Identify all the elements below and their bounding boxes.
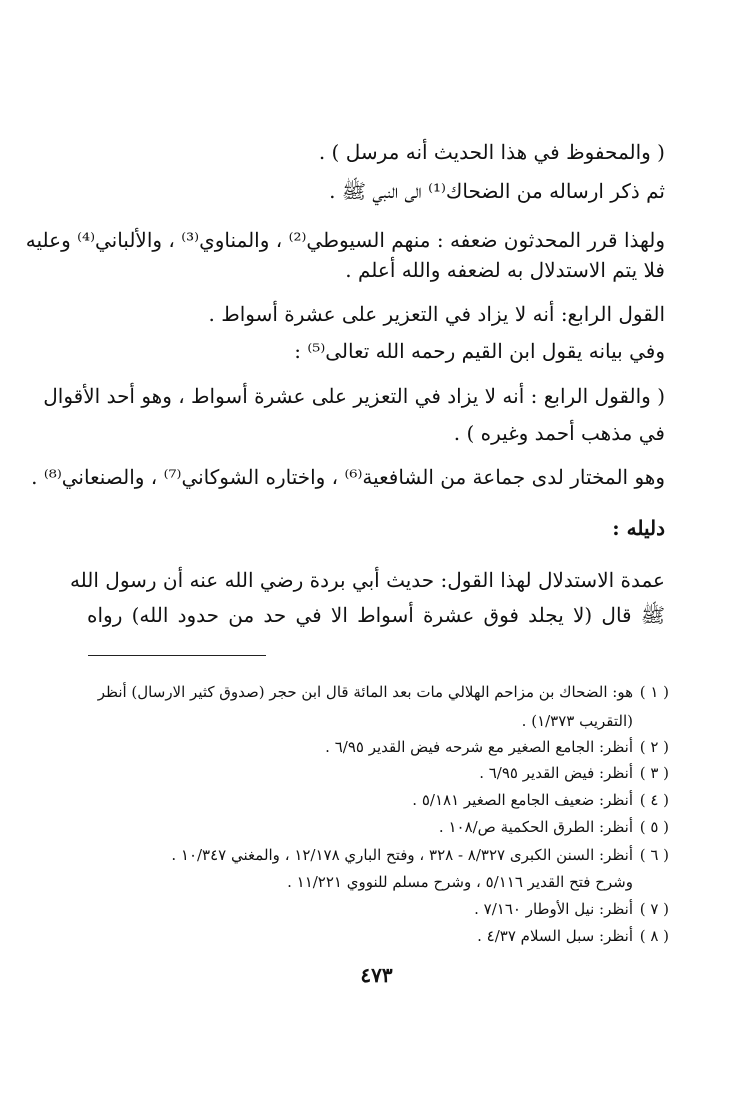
footnote-number: ( ٥ ) (639, 818, 669, 836)
footnote-continuation (78, 709, 633, 733)
text-line: في مذهب أحمد وغيره ) . (453, 421, 665, 445)
text-line: ولهذا قرر المحدثون ضعفه : منهم السيوطي⁽²⁾ ، والمناوي⁽³⁾ ، والألباني⁽⁴⁾ وعليه (25, 228, 665, 252)
text-line: ( والقول الرابع : أنه لا يزاد في التعزير على عشرة أسواط ، وهو أحد الأقوال (43, 384, 665, 408)
footnote-number: ( ٦ ) (639, 846, 669, 864)
footnote (79, 815, 669, 839)
footnote (79, 735, 669, 759)
footnote-text: أنظر: الطرق الحكمية ص/١٠٨ . (438, 818, 633, 836)
footnote (79, 680, 669, 704)
text-line: ( والمحفوظ في هذا الحديث أنه مرسل ) . (318, 140, 665, 164)
text-line: فلا يتم الاستدلال به لضعفه والله أعلم . (345, 258, 665, 282)
footnote (79, 843, 669, 867)
footnote-text: هو: الضحاك بن مزاحم الهلالي مات بعد المائة قال ابن حجر (صدوق كثير الارسال) أنظر (97, 683, 633, 701)
footnote-text: أنظر: فيض القدير ٦/٩٥ . (479, 764, 633, 782)
text-line: وفي بيانه يقول ابن القيم رحمه الله تعالى⁽⁵⁾ : (294, 339, 665, 363)
text-line: ثم ذكر ارساله من الضحاك⁽¹⁾ الى النبي ﷺ . (329, 179, 665, 203)
text-line: عمدة الاستدلال لهذا القول: حديث أبي بردة رضي الله عنه أن رسول الله (69, 568, 665, 592)
footnote-text: أنظر: سبل السلام ٤/٣٧ . (477, 927, 633, 945)
text-line: القول الرابع: أنه لا يزاد في التعزير على عشرة أسواط . (208, 302, 665, 326)
footnote (79, 788, 669, 812)
footnote-text: أنظر: الجامع الصغير مع شرحه فيض القدير ٦/٩٥ . (325, 738, 633, 756)
page-number: ٤٧٣ (360, 963, 393, 987)
footnote-number: ( ١ ) (639, 683, 669, 701)
footnote (79, 761, 669, 785)
footnote-number: ( ٢ ) (639, 738, 669, 756)
footnote-number: ( ٤ ) (639, 791, 669, 809)
footnote-number: ( ٨ ) (639, 927, 669, 945)
footnote-text: أنظر: ضعيف الجامع الصغير ٥/١٨١ . (412, 791, 633, 809)
footnote (79, 897, 669, 921)
footnote-text: أنظر: السنن الكبرى ٨/٣٢٧ - ٣٢٨ ، وفتح الباري ١٢/١٧٨ ، والمغني ١٠/٣٤٧ . (171, 846, 633, 864)
footnote-number: ( ٧ ) (639, 900, 669, 918)
footnote-text: وشرح فتح القدير ٥/١١٦ ، وشرح مسلم للنووي ١١/٢٢١ . (287, 873, 633, 891)
footnote-text: أنظر: نيل الأوطار ٧/١٦٠ . (474, 900, 633, 918)
footnote-continuation (78, 870, 633, 894)
section-heading: دليله : (612, 516, 665, 540)
text-line: ﷺ قال (لا يجلد فوق عشرة أسواط الا في حد من حدود الله) رواه (87, 603, 665, 627)
footnote-number: ( ٣ ) (639, 764, 669, 782)
footnote-text: (التقريب ١/٣٧٣) . (521, 712, 633, 730)
footnote (79, 924, 669, 948)
footnote-separator (88, 655, 266, 656)
text-line: وهو المختار لدى جماعة من الشافعية⁽⁶⁾ ، واختاره الشوكاني⁽⁷⁾ ، والصنعاني⁽⁸⁾ . (31, 465, 665, 489)
